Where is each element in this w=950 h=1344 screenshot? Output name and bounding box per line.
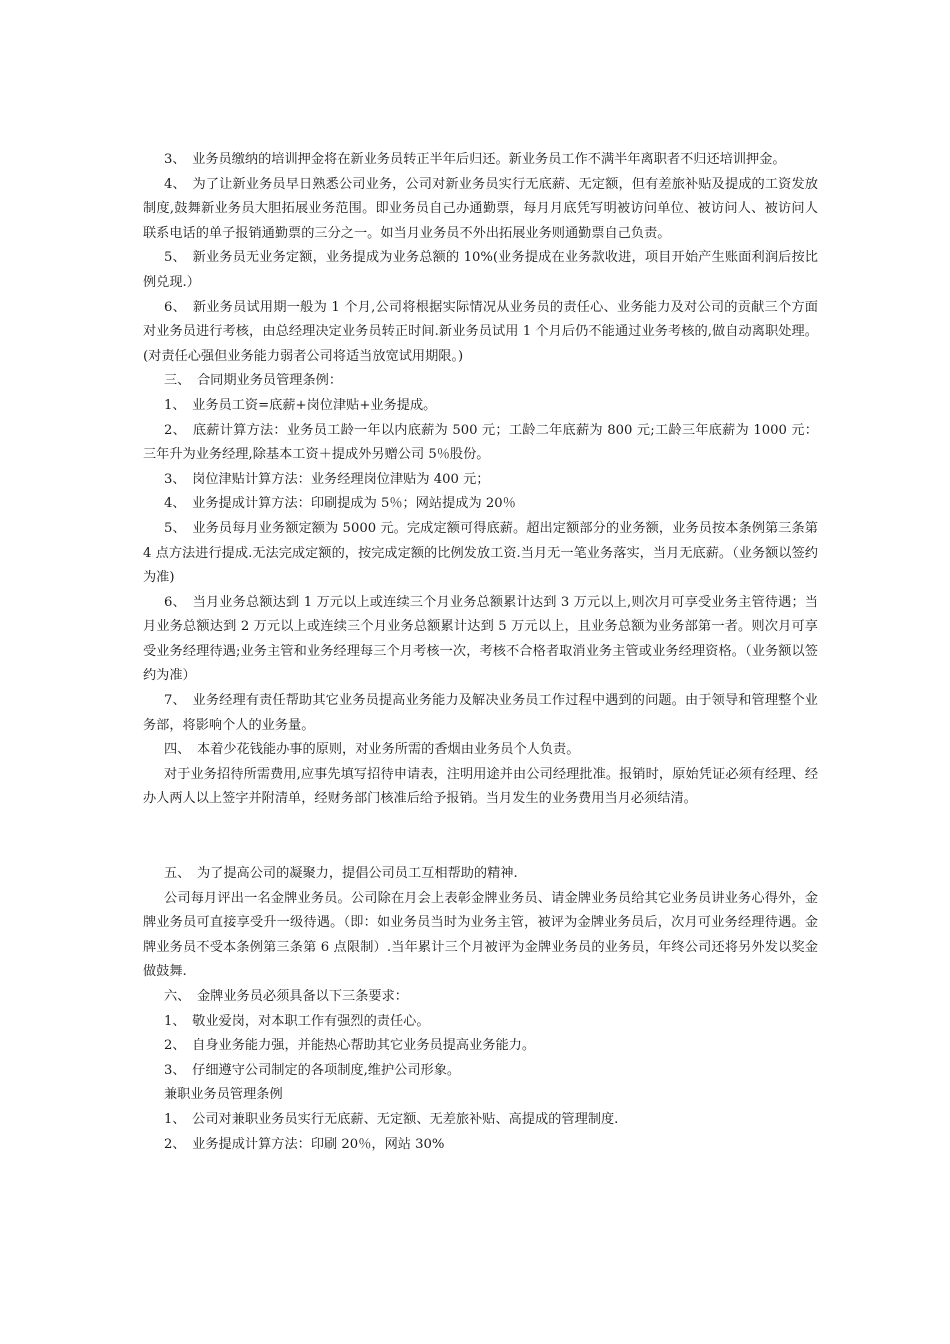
paragraph-gap — [143, 812, 818, 862]
paragraph: 1、 业务员工资=底薪+岗位津贴+业务提成。 — [164, 397, 437, 413]
paragraph: 公司每月评出一名金牌业务员。公司除在月会上表彰金牌业务员、请金牌业务员给其它业务员讲业务心得外，金牌业务员可直接享受升一级待遇。（即：如业务员当时为业务主管，被评为金牌业务员后，次月可业务经理待遇。金牌业务员不受本条例第三条第 6 点限制）.当年累计三个月被评为金牌业务员的业务员，年终公司还将另外发以奖金做鼓舞. — [143, 890, 818, 980]
paragraph: 2、 底薪计算方法：业务员工龄一年以内底薪为 500 元；工龄二年底薪为 800 元;工龄三年底薪为 1000 元：三年升为业务经理,除基本工资＋提成外另赠公司 5％股份。 — [143, 422, 818, 463]
paragraph: 6、 新业务员试用期一般为 1 个月,公司将根据实际情况从业务员的责任心、业务能力及对公司的贡献三个方面对业务员进行考核，由总经理决定业务员转正时间.新业务员试用 1 个月后仍不能通过业务考核的,做自动离职处理。(对责任心强但业务能力弱者公司将适当放宽试用期限。) — [143, 299, 818, 364]
paragraph: 1、 公司对兼职业务员实行无底薪、无定额、无差旅补贴、高提成的管理制度. — [164, 1111, 619, 1127]
paragraph: 4、 业务提成计算方法：印刷提成为 5％；网站提成为 20％ — [164, 496, 516, 512]
paragraph: 3、 仔细遵守公司制定的各项制度,维护公司形象。 — [164, 1062, 461, 1078]
paragraph: 1、 敬业爱岗，对本职工作有强烈的责任心。 — [164, 1013, 430, 1029]
paragraph: 5、 新业务员无业务定额，业务提成为业务总额的 10%(业务提成在业务款收进，项目开始产生账面利润后按比例兑现.） — [143, 250, 818, 290]
paragraph: 3、 岗位津贴计算方法：业务经理岗位津贴为 400 元； — [164, 471, 490, 487]
section-heading: 四、 本着少花钱能办事的原则，对业务所需的香烟由业务员个人负责。 — [164, 742, 580, 758]
paragraph: 3、 业务员缴纳的培训押金将在新业务员转正半年后归还。新业务员工作不满半年离职者不归还培训押金。 — [164, 152, 786, 167]
section-heading: 兼职业务员管理条例 — [164, 1087, 283, 1103]
document-page — [143, 148, 818, 1157]
paragraph: 对于业务招待所需费用,应事先填写招待申请表，注明用途并由公司经理批准。报销时，原始凭证必须有经理、经办人两人以上签字并附清单，经财务部门核准后给予报销。当月发生的业务费用当月必须结清。 — [143, 766, 818, 807]
paragraph: 6、 当月业务总额达到 1 万元以上或连续三个月业务总额累计达到 3 万元以上,则次月可享受业务主管待遇；当月业务总额达到 2 万元以上或连续三个月业务总额累计达到 5 万元以上，且业务总额为业务部第一者。则次月可享受业务经理待遇;业务主管和业务经理每三个月考核一次，考核不合格者取消业务主管或业务经理资格。（业务额以签约为准） — [143, 594, 818, 684]
paragraph: 2、 自身业务能力强，并能热心帮助其它业务员提高业务能力。 — [164, 1038, 536, 1054]
section-heading: 六、 金牌业务员必须具备以下三条要求： — [164, 989, 408, 1004]
paragraph: 5、 业务员每月业务额定额为 5000 元。完成定额可得底薪。超出定额部分的业务额，业务员按本条例第三条第 4 点方法进行提成.无法完成定额的，按完成定额的比例发放工资.当月无一笔业务落实，当月无底薪。（业务额以签约为准) — [143, 520, 818, 586]
paragraph: 7、 业务经理有责任帮助其它业务员提高业务能力及解决业务员工作过程中遇到的问题。由于领导和管理整个业务部，将影响个人的业务量。 — [143, 693, 818, 733]
section-heading: 五、 为了提高公司的凝聚力，提倡公司员工互相帮助的精神. — [164, 866, 518, 882]
section-heading: 三、 合同期业务员管理条例： — [164, 373, 343, 389]
paragraph: 2、 业务提成计算方法：印刷 20％，网站 30% — [164, 1136, 445, 1152]
paragraph: 4、 为了让新业务员早日熟悉公司业务，公司对新业务员实行无底薪、无定额，但有差旅补贴及提成的工资发放制度,鼓舞新业务员大胆拓展业务范围。即业务员自己办通勤票，每月月底凭写明被访问单位、被访问人、被访问人联系电话的单子报销通勤票的三分之一。如当月业务员不外出拓展业务则通勤票自己负责。 — [143, 176, 818, 241]
